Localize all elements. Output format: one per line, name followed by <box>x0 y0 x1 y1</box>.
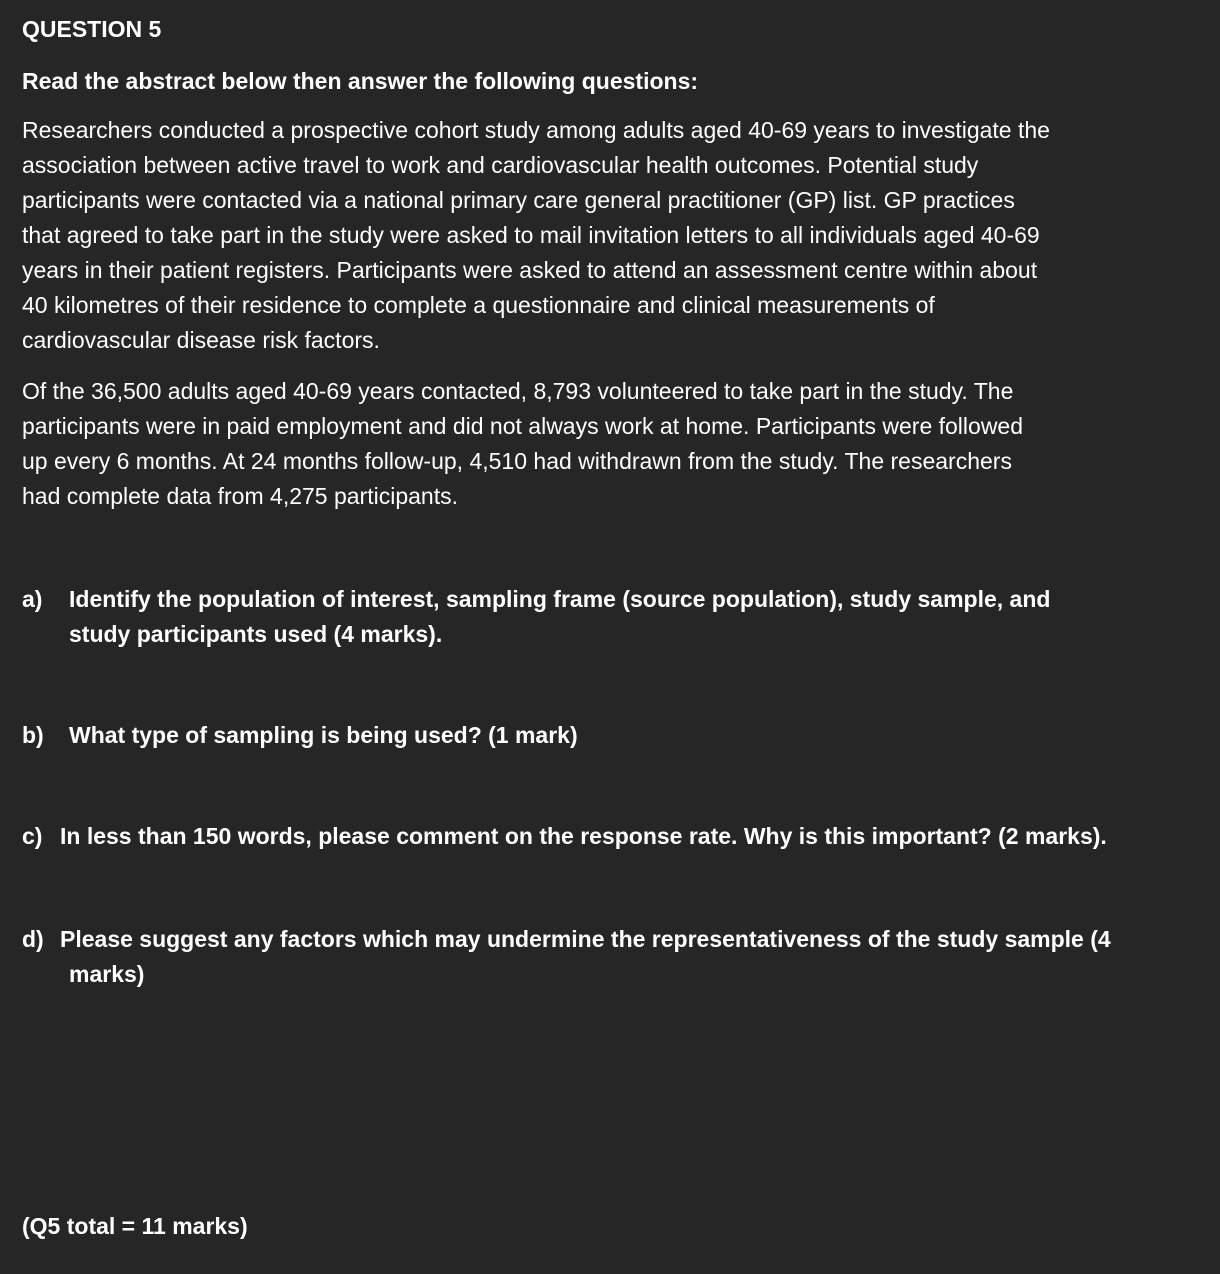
text-line: years in their patient registers. Participants were asked to attend an assessment centre within about <box>22 257 1038 283</box>
text-line: had complete data from 4,275 participants. <box>22 483 458 509</box>
text-line: participants were in paid employment and did not always work at home. Participants were followed <box>22 413 1024 439</box>
text-line: that agreed to take part in the study were asked to mail invitation letters to all individuals aged 40-69 <box>22 222 1040 248</box>
question-a <box>22 582 1050 652</box>
question-label: c) <box>22 823 43 849</box>
abstract-paragraph-2 <box>22 374 1023 514</box>
text-line: up every 6 months. At 24 months follow-up, 4,510 had withdrawn from the study. The researchers <box>22 448 1012 474</box>
instruction: Read the abstract below then answer the following questions: <box>22 68 699 94</box>
text-line: Researchers conducted a prospective cohort study among adults aged 40-69 years to investigate the <box>22 117 1050 143</box>
question-label: d) <box>22 926 44 952</box>
total-marks: (Q5 total = 11 marks) <box>22 1213 248 1239</box>
question-text: marks) <box>69 961 145 987</box>
text-line: association between active travel to work and cardiovascular health outcomes. Potential study <box>22 152 979 178</box>
question-label: a) <box>22 586 43 612</box>
question-text: Please suggest any factors which may undermine the representativeness of the study sample (4 <box>60 926 1111 952</box>
question-label: b) <box>22 722 44 748</box>
abstract-paragraph-1 <box>22 113 1050 358</box>
question-text: Identify the population of interest, sampling frame (source population), study sample, and <box>69 586 1051 612</box>
question-c <box>22 819 1107 854</box>
text-line: 40 kilometres of their residence to complete a questionnaire and clinical measurements of <box>22 292 935 318</box>
question-text: study participants used (4 marks). <box>69 621 443 647</box>
question-text: What type of sampling is being used? (1 mark) <box>69 722 578 748</box>
text-line: participants were contacted via a national primary care general practitioner (GP) list. GP practices <box>22 187 1015 213</box>
question-text: In less than 150 words, please comment on the response rate. Why is this important? (2 marks). <box>60 823 1107 849</box>
text-line: cardiovascular disease risk factors. <box>22 327 380 353</box>
text-line: Of the 36,500 adults aged 40-69 years contacted, 8,793 volunteered to take part in the study. The <box>22 378 1014 404</box>
question-b <box>22 718 578 753</box>
question-d <box>22 922 1111 992</box>
question-title: QUESTION 5 <box>22 16 162 42</box>
